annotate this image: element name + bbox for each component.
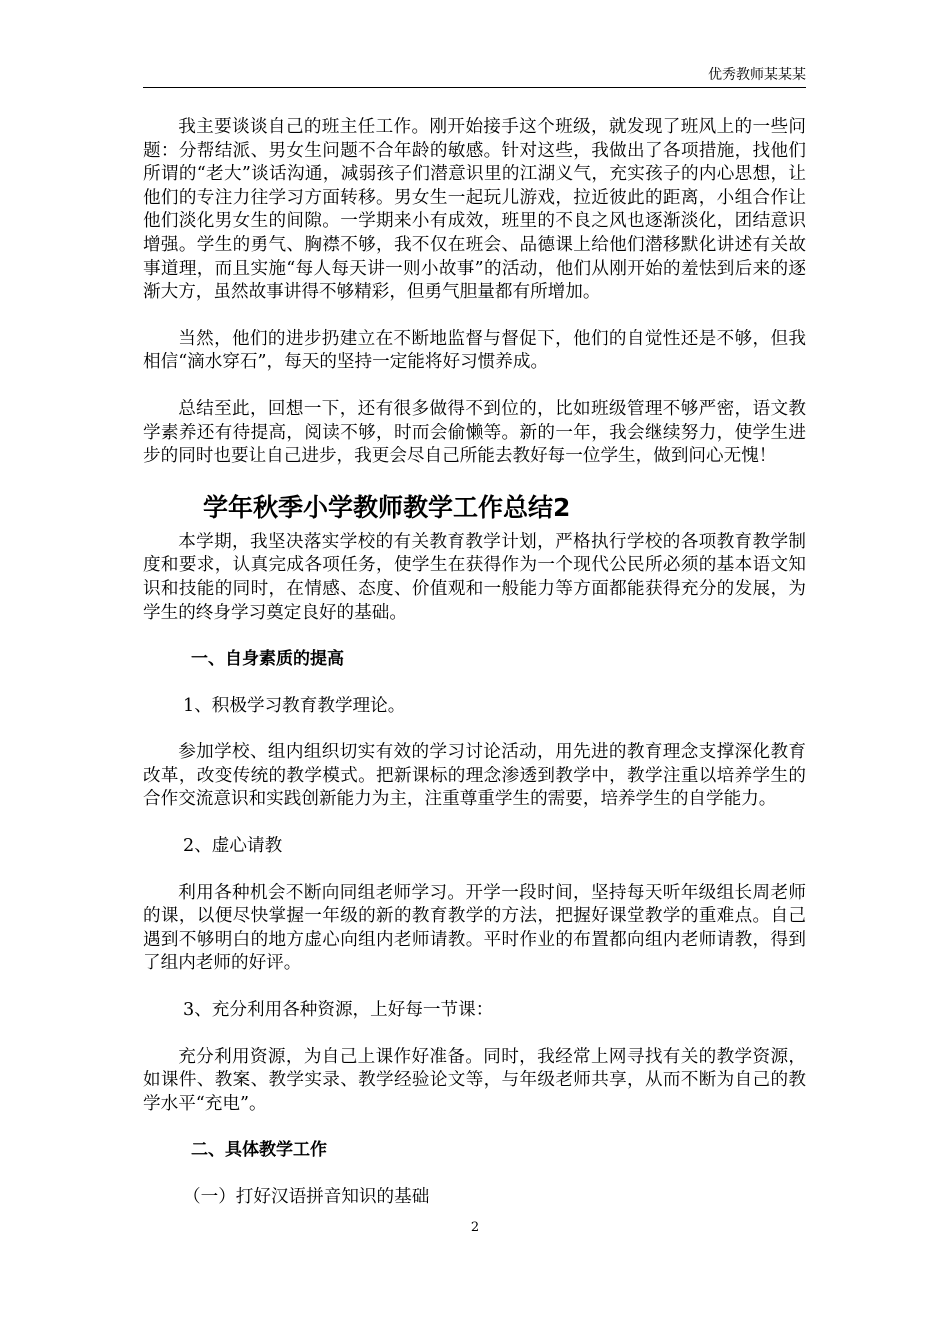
subheading-resources: 3、充分利用各种资源，上好每一节课：: [183, 1000, 494, 1021]
paragraph-spacer: [143, 375, 806, 398]
section-title: 学年秋季小学教师教学工作总结2: [203, 492, 571, 522]
header-divider: [143, 87, 806, 88]
subheading-theory-study: 1、积极学习教育教学理论。: [183, 695, 406, 716]
paragraph-spacer: [143, 976, 806, 999]
paragraph-resources: 充分利用资源，为自己上课作好准备。同时，我经常上网寻找有关的教学资源，如课件、教案、教学实录、教学经验论文等，与年级老师共享，从而不断为自己的教学水平“充电”。: [143, 1046, 806, 1114]
document-body: [143, 116, 806, 1210]
subheading-ask-advice: 2、虚心请教: [183, 836, 283, 857]
subheading-pinyin-basics: （一）打好汉语拼音知识的基础: [183, 1187, 430, 1207]
heading-teaching-work: 二、具体教学工作: [191, 1140, 327, 1161]
paragraph-spacer: [143, 305, 806, 328]
paragraph-semester-intro: 本学期，我坚决落实学校的有关教育教学计划，严格执行学校的各项教育教学制度和要求，认真完成各项任务，使学生在获得作为一个现代公民所必须的基本语文知识和技能的同时，在情感、态度、价值观和一般能力等方面都能获得充分的发展，为学生的终身学习奠定良好的基础。: [143, 531, 806, 623]
paragraph-spacer: [143, 1163, 806, 1186]
paragraph-progress: 当然，他们的进步扔建立在不断地监督与督促下，他们的自觉性还是不够，但我相信“滴水穿石”，每天的坚持一定能将好习惯养成。: [143, 328, 806, 373]
paragraph-spacer: [143, 1116, 806, 1139]
paragraph-spacer: [143, 1023, 806, 1046]
paragraph-summary: 总结至此，回想一下，还有很多做得不到位的，比如班级管理不够严密，语文教学素养还有待提高，阅读不够，时而会偷懒等。新的一年，我会继续努力，使学生进步的同时也要让自己进步，我更会尽自己所能去教好每一位学生，做到问心无愧！: [143, 398, 806, 467]
page-number: 2: [470, 1220, 480, 1235]
running-header: 优秀教师某某某: [708, 67, 806, 83]
paragraph-spacer: [143, 672, 806, 695]
paragraph-ask-advice: 利用各种机会不断向同组老师学习。开学一段时间，坚持每天听年级组长周老师的课，以便尽快掌握一年级的新的教育教学的方法，把握好课堂教学的重难点。自己遇到不够明白的地方虚心向组内老师请教。平时作业的布置都向组内老师请教，得到了组内老师的好评。: [143, 882, 806, 974]
heading-self-quality: 一、自身素质的提高: [191, 649, 344, 670]
paragraph-spacer: [143, 625, 806, 648]
paragraph-class-management: 我主要谈谈自己的班主任工作。刚开始接手这个班级，就发现了班风上的一些问题：分帮结派、男女生问题不合年龄的敏感。针对这些，我做出了各项措施，找他们所谓的“老大”谈话沟通，减弱孩子们潜意识里的江湖义气，充实孩子的内心思想，让他们的专注力往学习方面转移。男女生一起玩儿游戏，拉近彼此的距离，小组合作让他们淡化男女生的间隙。一学期来小有成效，班里的不良之风也逐渐淡化，团结意识增强。学生的勇气、胸襟不够，我不仅在班会、品德课上给他们潜移默化讲述有关故事道理，而且实施“每人每天讲一则小故事”的活动，他们从刚开始的羞怯到后来的逐渐大方，虽然故事讲得不够精彩，但勇气胆量都有所增加。: [143, 117, 806, 303]
paragraph-theory-study: 参加学校、组内组织切实有效的学习讨论活动，用先进的教育理念支撑深化教育改革，改变传统的教学模式。把新课标的理念渗透到教学中，教学注重以培养学生的合作交流意识和实践创新能力为主，注重尊重学生的需要，培养学生的自学能力。: [143, 742, 806, 810]
paragraph-spacer: [143, 812, 806, 835]
paragraph-spacer: [143, 859, 806, 882]
paragraph-spacer: [143, 718, 806, 741]
